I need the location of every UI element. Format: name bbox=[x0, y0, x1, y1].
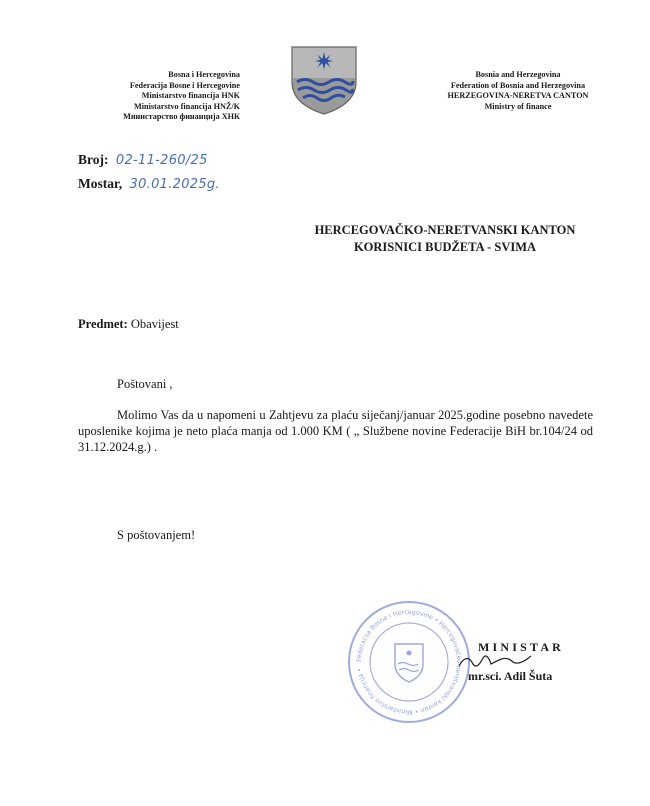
document-number-row bbox=[78, 152, 208, 168]
subject-line bbox=[78, 317, 179, 332]
coat-of-arms-icon bbox=[289, 44, 359, 116]
document-number-label: Broj: bbox=[78, 152, 109, 167]
svg-text:Federacija Bosne i Hercegovine bbox=[356, 609, 463, 715]
header-left-line: Federacija Bosne i Hercegovine bbox=[129, 80, 240, 90]
official-stamp-icon bbox=[345, 598, 473, 726]
recipient-line: KORISNICI BUDŽETA - SVIMA bbox=[353, 240, 537, 254]
header-left-line: Ministarstvo financija HNŽ/K bbox=[134, 101, 240, 111]
header-left-block bbox=[40, 70, 240, 123]
header-right-line: Federation of Bosnia and Herzegovina bbox=[450, 80, 586, 90]
document-date-value: 30.01.2025g. bbox=[129, 177, 220, 192]
header-left-line: Bosna i Hercegovina bbox=[168, 70, 240, 79]
document-number-value: 02-11-260/25 bbox=[115, 153, 208, 168]
subject-label: Predmet: bbox=[78, 317, 128, 331]
header-left-line: Министарство финанција ХНК bbox=[123, 112, 240, 121]
recipient-block bbox=[270, 222, 620, 256]
subject-value: Obavijest bbox=[130, 317, 179, 331]
closing: S poštovanjem! bbox=[117, 528, 196, 542]
greeting: Poštovani , bbox=[117, 377, 173, 391]
document-date-row bbox=[78, 176, 220, 192]
minister-name: mr.sci. Adil Šuta bbox=[468, 669, 553, 683]
header-right-line: Bosnia and Herzegovina bbox=[475, 70, 561, 79]
header-right-line: HERZEGOVINA-NERETVA CANTON bbox=[447, 91, 589, 100]
document-place-label: Mostar, bbox=[78, 176, 123, 191]
minister-title: MINISTAR bbox=[478, 640, 565, 654]
recipient-line: HERCEGOVAČKO-NERETVANSKI KANTON bbox=[314, 223, 576, 237]
header-right-block bbox=[418, 70, 618, 112]
header-left-line: Ministarstvo financija HNK bbox=[141, 91, 240, 100]
letter-body: Molimo Vas da u napomeni u Zahtjevu za plaću siječanj/januar 2025.godine posebno navedete uposlenike kojima je neto plaća manja od 1.000 KM ( „ Službene novine Federacije BiH br.104/24 od 31.12.2024.g.) . bbox=[78, 408, 593, 454]
header-right-line: Ministry of finance bbox=[484, 101, 552, 111]
stamp-ring-text: Federacija Bosne i Hercegovine • Hercegovačko-neretvanski kanton • Ministarstvo financija • bbox=[355, 608, 463, 716]
